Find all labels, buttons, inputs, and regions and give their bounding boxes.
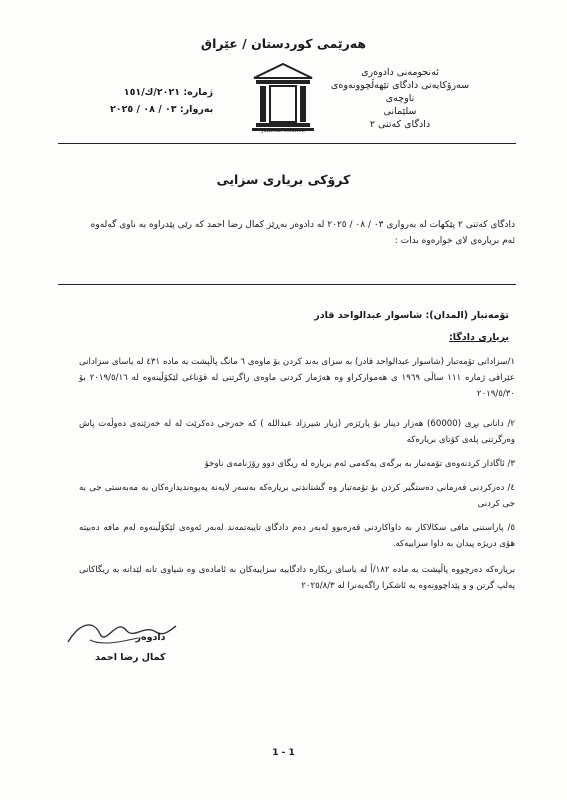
signer-role: دادوەر xyxy=(135,632,166,643)
court-line-city: سلێمانی xyxy=(383,106,417,117)
document-date: بەروار: ٠٣ / ٠٨ / ٢٠٢٥ xyxy=(110,104,214,115)
verdict-clause-3: ٣/ ئاگادار کردنەوەی تۆمەتبار بە برگەی یەکەمی ئەم بریارە لە ریگای دوو رۆژنامەی ناوخۆ xyxy=(204,459,515,469)
header-divider xyxy=(58,143,516,144)
page-number: 1 - 1 xyxy=(272,748,295,758)
defendant-line: تۆمەتبار (المدان): شاسوار عبدالواحد قادر xyxy=(314,310,509,321)
signature-block xyxy=(95,628,166,668)
verdict-clause-5: ٥/ پاراستنی مافی سکالاکار بە داواکاردنی قەرەبوو لەبەر دەم دادگای تایبەتمەند لەبەر ئەوەی لێکۆڵینەوە لەم مافە دەبیتە هۆی دریژە پیدان بە داوا سزاییەکە. xyxy=(79,523,515,549)
region-title: هەرێمی کوردستان / عێراق xyxy=(200,36,367,51)
court-line-presidency: سەرۆکایەتی دادگای تێهەڵچوونەوەی ناوچەی xyxy=(330,80,470,104)
document-number: ژمارە: ٢٠٢١/ك/١٥١ xyxy=(123,87,214,98)
document-title: کرۆکی بریاری سزایی xyxy=(216,172,351,187)
verdict-heading: بریاری دادگا: xyxy=(449,332,509,343)
verdict-closing: بریارەکە دەرچووە پاڵپشت بە مادە ١٨٢/أ لە یاسای ریکارە دادگاییە سزاییەکان بە ئامادەی وە شیاوی تانە لێدانە بە ریگاکانی پەلپ گرتن و و پێداچوونەوە بە ئاشکرا راگەیەنرا لە ٢٠٢٥/٨/٣ xyxy=(79,565,515,591)
verdict-clause-1: ١/سزادانی تۆمەتبار (شاسوار عبدالواحد قادر) بە سزای بەند کردن بۆ ماوەی ٦ مانگ پاڵپشت بە مادە ٤٣١ لە یاسای سزادانی عێراقی ژمارە ١١١ ساڵی ١٩٦٩ ی هەموارکراو وە هەژمار کردنی ماوەی راگرتنی لە قۆناغی لێکۆڵینەوە لە ٢٠١٩/٥/١٦ بۆ ٢٠١٩/٥/٣٠ xyxy=(79,357,515,399)
logo-caption: Judicial Council xyxy=(261,128,305,134)
intro-divider xyxy=(58,284,516,285)
verdict-clause-4: ٤/ دەرکردنی فەرمانی دەستگیر کردن بۆ تۆمەتبار وە گشتاندنی بریارەکە بەسەر لایەنە پەیوەندیدارەکان بە مەبەستی جی بە جی کردنی xyxy=(79,483,515,509)
judicial-council-logo xyxy=(248,60,318,138)
document-meta xyxy=(110,84,213,118)
court-info xyxy=(325,66,475,131)
court-line-council: ئەنجومەنی دادوەری xyxy=(361,67,439,78)
verdict-clause-2: ٢/ دانانی بڕی (60000) هەزار دینار بۆ پارێزەر (زیار شیرزاد عبداللە ) کە خەرجی دەکرێت لە لە خەزێنەی دەوڵەت پاش وەرگرتنی پلەی کۆتای بریارەکە xyxy=(79,419,515,445)
intro-paragraph: دادگای کەتنی ٢ پێکهات لە بەرواری ٠٣ / ٠٨ / ٢٠٢٥ لە دادوەر بەڕێز کمال رضا احمد کە رێی پێدراوە بە ناوی گەلەوە ئەم بریارەی لای خوارەوە بدات : xyxy=(90,220,515,246)
signer-name: کمال رضا احمد xyxy=(95,652,166,663)
court-line-court: دادگای کەتنی ٢ xyxy=(369,119,431,130)
